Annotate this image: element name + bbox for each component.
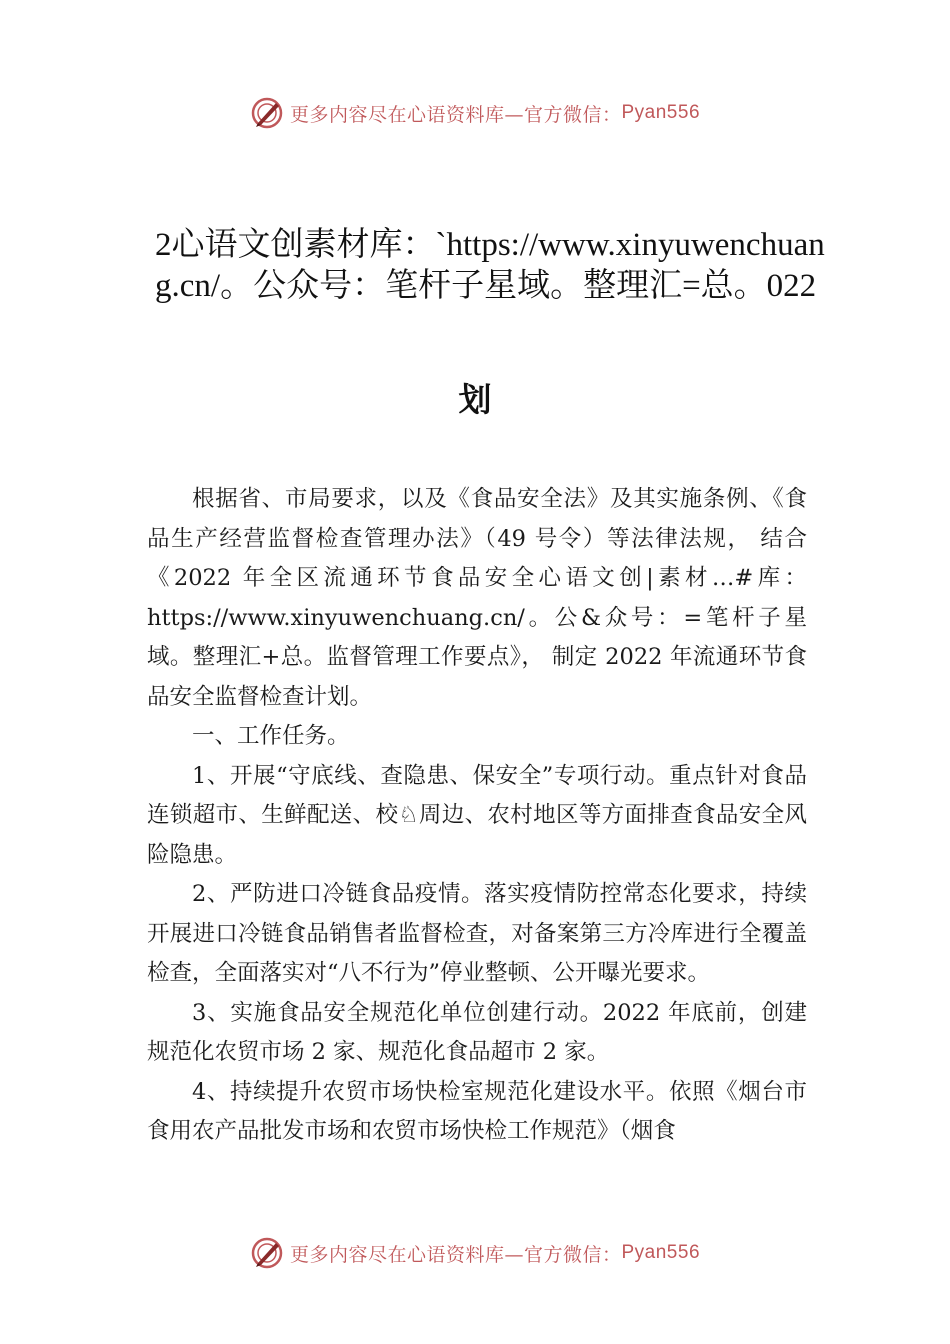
body-content [147,480,807,1152]
paragraph: 1、开展“守底线、查隐患、保安全”专项行动。重点针对食品连锁超市、生鲜配送、校♘周边、农村地区等方面排查食品安全风险隐患。 [147,762,807,868]
pen-logo-icon [250,1236,284,1270]
banner-prefix: 更多内容尽在心语资料库—官方微信： [289,1243,622,1266]
header-banner [0,93,950,133]
banner-wechat-id: Pyan556 [621,1242,701,1263]
paragraph: 3、实施食品安全规范化单位创建行动。2022 年底前，创建规范化农贸市场 2 家、规范化食品超市 2 家。 [147,999,807,1065]
paragraph: 根据省、市局要求，以及《食品安全法》及其实施条例、《食品生产经营监督检查管理办法》（49 号令）等法律法规， 结合《2022 年全区流通环节食品安全心语文创|素材…#库：https://www.xinyuwenchuang.cn/。公&众号：=笔杆子星域。整理汇+总。监督管理工作要点》， 制定 2022 年流通环节食品安全监督检查计划。 [147,486,807,710]
paragraph: 2、严防进口冷链食品疫情。落实疫情防控常态化要求，持续开展进口冷链食品销售者监督检查，对备案第三方冷库进行全覆盖检查，全面落实对“八不行为”停业整顿、公开曝光要求。 [147,881,807,986]
heading-text: 2心语文创素材库：`https://www.xinyuwenchuang.cn/。公众号：笔杆子星域。整理汇=总。022 [155,227,825,304]
paragraph: 一、工作任务。 [192,723,350,749]
footer-banner [0,1233,950,1273]
page-title: 划 [458,380,492,419]
paragraph: 4、持续提升农贸市场快检室规范化建设水平。依照《烟台市食用农产品批发市场和农贸市场快检工作规范》（烟食 [147,1078,807,1144]
banner-wechat-id: Pyan556 [621,102,701,123]
pen-logo-icon [250,96,284,130]
banner-prefix: 更多内容尽在心语资料库—官方微信： [289,103,622,126]
